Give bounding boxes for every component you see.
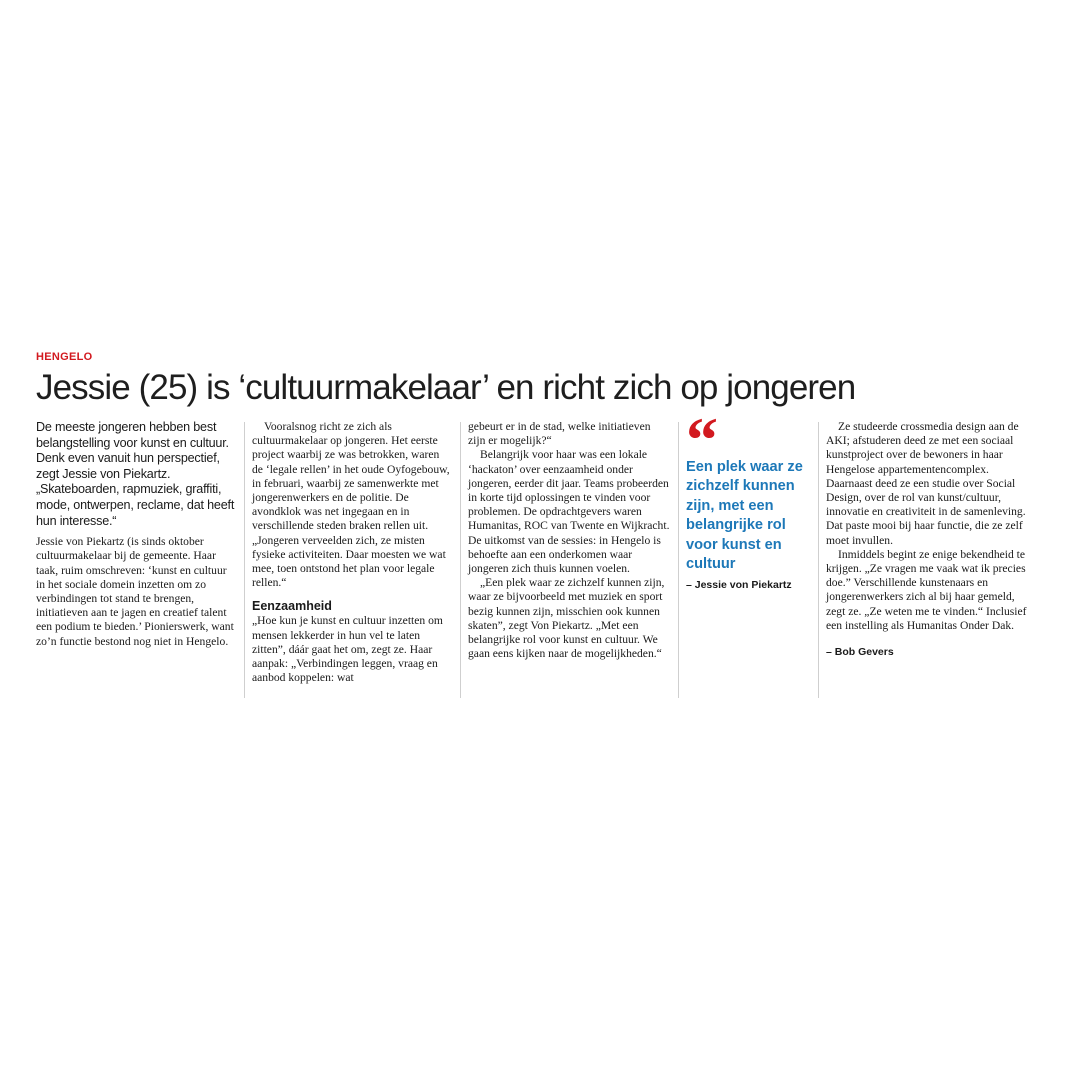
column-divider [244, 422, 245, 698]
column-5 [826, 420, 1034, 700]
article-kicker: HENGELO [36, 351, 93, 363]
column-2-paragraph-1: Vooralsnog richt ze zich als cultuurmakelaar op jongeren. Het eerste project waarbij ze was betrokken, waren de ‘legale rellen’ in het oude Oyfogebouw, in februari, waarbij ze samenwerkte met jongerenwerkers en de politie. De avondklok was net ingegaan en in verschillende steden braken rellen uit. „Jongeren verveelden zich, ze misten fysieke activiteiten. Daar moesten we wat mee, toen ontstond het plan voor legale rellen.“ [252, 420, 450, 590]
column-3-paragraph-2: Belangrijk voor haar was een lokale ‘hackaton’ over eenzaamheid onder jongeren, eerder dit jaar. Teams probeerden in korte tijd oplossingen te vinden voor problemen. De opdrachtgevers waren Humanitas, ROC van Twente en Wijkracht. De uitkomst van de sessies: in Hengelo is behoefte aan een onderkomen waar jongeren zich thuis kunnen voelen. [468, 448, 670, 576]
column-5-paragraph-1: Ze studeerde crossmedia design aan de AKI; afstuderen deed ze met een sociaal kunstproject over de bewoners in haar Hengelose appartementencomplex. Daarnaast deed ze een studie over Social Design, over de rol van kunst/cultuur, innovatie en creativiteit in de samenleving. Dat paste mooi bij haar functie, die ze zelf moet invullen. [826, 420, 1026, 547]
column-3-paragraph-3: „Een plek waar ze zichzelf kunnen zijn, waar ze bijvoorbeeld met muziek en sport bezig kunnen zijn, misschien ook kunnen skaten”, zegt Von Piekartz. „Met een belangrijke rol voor kunst en cultuur. We gaan eens kijken naar de mogelijkheden.“ [468, 576, 665, 661]
column-1-body: Jessie von Piekartz (is sinds oktober cultuurmakelaar bij de gemeente. Haar taak, ruim omschreven: ‘kunst en cultuur in het sociale domein inzetten om zo verbindingen tot stand te brengen, initiatieven aan te jagen en creatief talent een podium te bieden.’ Pionierswerk, want zo’n functie bestond nog niet in Hengelo. [36, 535, 234, 648]
pullquote-column [686, 404, 810, 700]
column-5-paragraph-2: Inmiddels begint ze enige bekendheid te krijgen. „Ze vragen me vaak wat ik precies doe.” Verschillende kunstenaars en jongerenwerkers zich al bij haar gemeld, zegt ze. „Ze weten me te vinden.“ Inclusief een instelling als Humanitas Onder Dak. [826, 547, 1027, 632]
pullquote-attribution: – Jessie von Piekartz [686, 579, 792, 592]
article-byline: – Bob Gevers [826, 646, 894, 659]
article-subhead: Eenzaamheid [252, 599, 332, 614]
pullquote-text: Een plek waar ze zichzelf kunnen zijn, met een belangrijke rol voor kunst en cultuur [686, 459, 803, 573]
column-3-paragraph-1: gebeurt er in de stad, welke initiatieven zijn er mogelijk?“ [468, 420, 651, 448]
column-3 [468, 420, 670, 700]
column-divider [678, 422, 679, 698]
column-divider [460, 422, 461, 698]
column-2 [252, 420, 452, 700]
column-divider [818, 422, 819, 698]
column-2-paragraph-2: „Hoe kun je kunst en cultuur inzetten om mensen lekkerder in hun vel te laten zitten”, dáár gaat het om, zegt ze. Haar aanpak: „Verbindingen leggen, vraag en aanbod koppelen: wat [252, 614, 443, 685]
column-1 [36, 420, 236, 700]
newspaper-article [36, 350, 1048, 685]
quote-mark-icon: “ [686, 404, 714, 475]
article-intro: De meeste jongeren hebben best belangstelling voor kunst en cultuur. Denk even vanuit hun perspectief, zegt Jessie von Piekartz. „Skateboarden, rapmuziek, graffiti, mode, ontwerpen, reclame, dat heeft hun interesse.“ [36, 420, 235, 528]
article-headline: Jessie (25) is ‘cultuurmakelaar’ en richt zich op jongeren [36, 368, 856, 407]
article-columns [36, 404, 1048, 760]
